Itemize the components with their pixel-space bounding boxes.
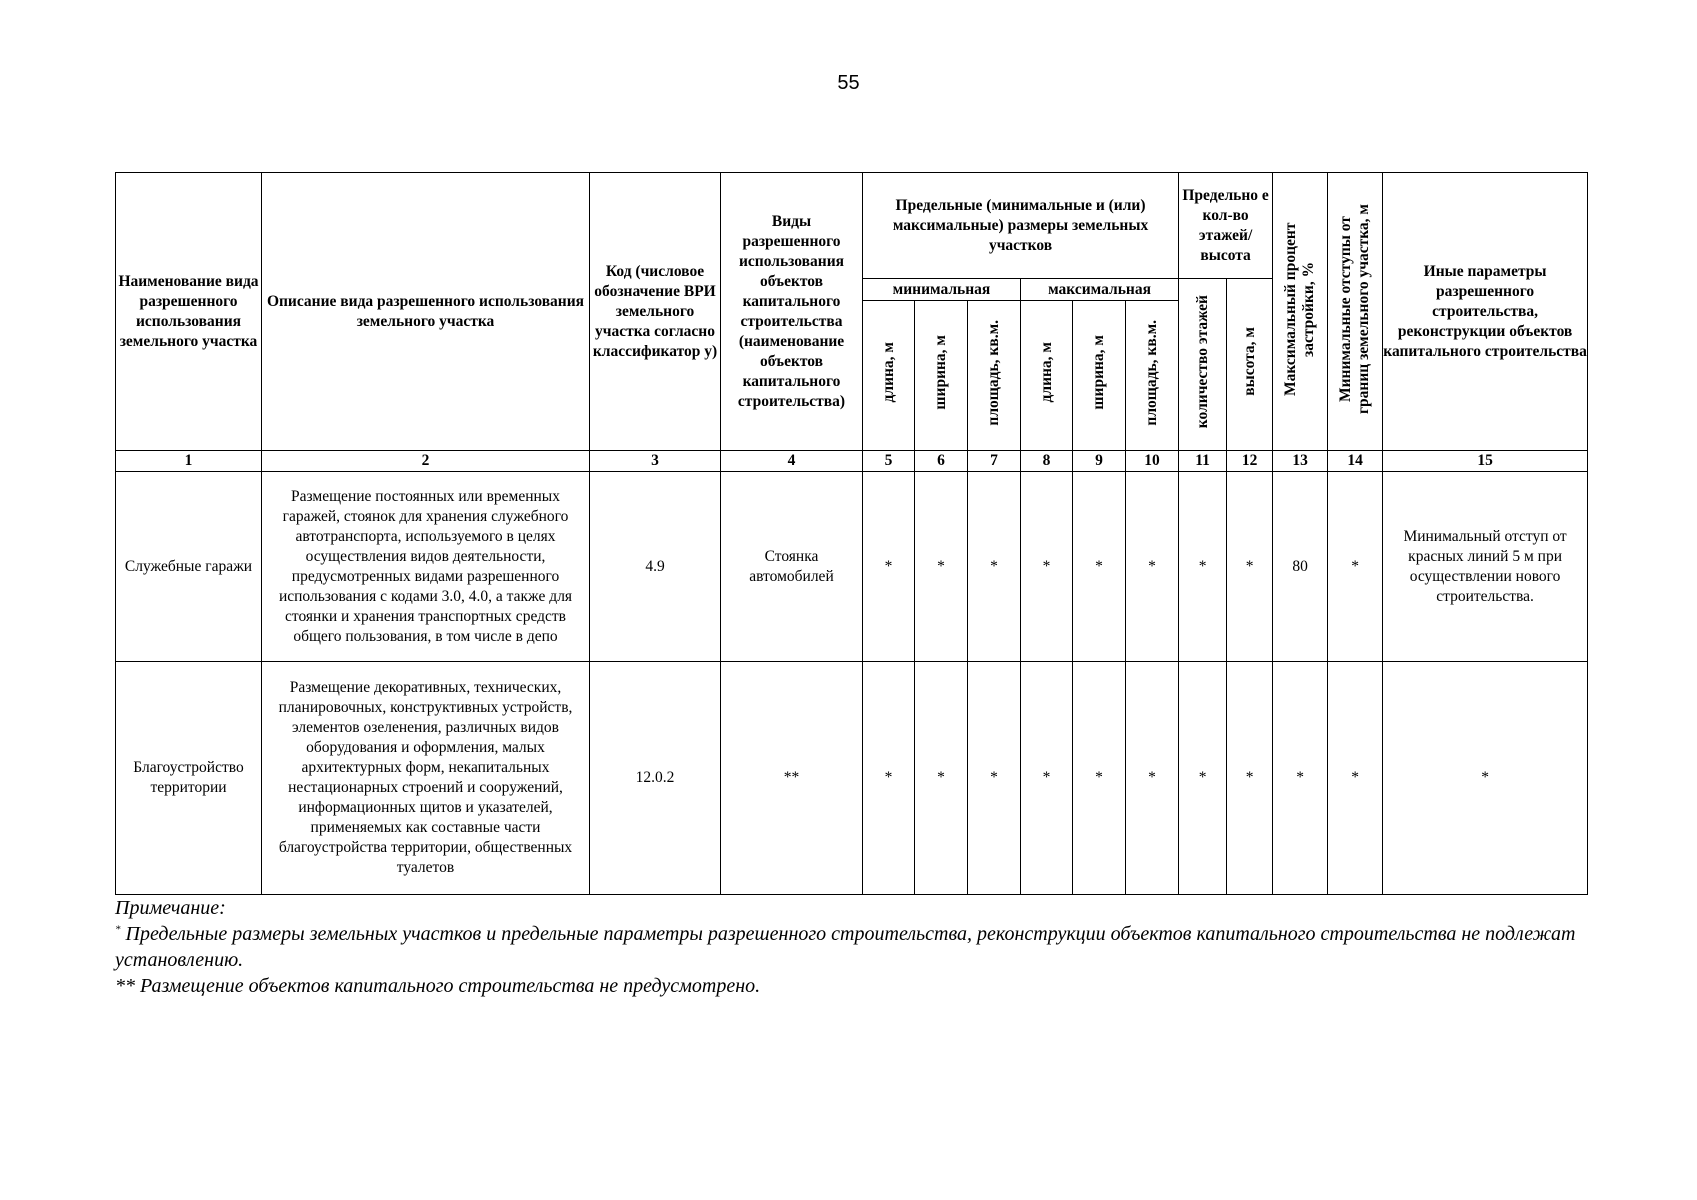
cell-coverage: 80 (1273, 472, 1328, 662)
header-max-width (1073, 301, 1126, 451)
cell-min-width: * (915, 662, 968, 895)
notes-title: Примечание: (115, 897, 226, 919)
header-group-max: максимальная (1021, 279, 1179, 301)
note-1-text: Предельные размеры земельных участков и предельные параметры разрешенного строительства, реконструкции объектов капитального строительства не подлежат установлению. (115, 923, 1576, 971)
cell-max-width: * (1073, 472, 1126, 662)
table-row (116, 472, 1588, 662)
cell-oks: ** (721, 662, 863, 895)
cell-coverage: * (1273, 662, 1328, 895)
header-col-coverage (1273, 173, 1328, 451)
header-col-height-label: высота, м (1240, 327, 1258, 396)
header-min-area (968, 301, 1021, 451)
cell-height: * (1227, 662, 1273, 895)
column-number: 10 (1126, 451, 1179, 472)
column-number: 1 (116, 451, 262, 472)
notes-section (115, 895, 1595, 999)
column-number: 9 (1073, 451, 1126, 472)
cell-description: Размещение постоянных или временных гаражей, стоянок для хранения служебного автотранспорта, используемого в целях осуществления видов деятельности, предусмотренных видами разрешенного использования с кодами 3.0, 4.0, а также для стоянки и хранения транспортных средств общего пользования, в том числе в депо (262, 472, 590, 662)
header-row-1 (116, 173, 1588, 279)
cell-height: * (1227, 472, 1273, 662)
column-number: 11 (1179, 451, 1227, 472)
column-number: 7 (968, 451, 1021, 472)
cell-name: Благоустройство территории (116, 662, 262, 895)
column-number: 8 (1021, 451, 1073, 472)
header-group-floors: Предельно е кол-во этажей/ высота (1179, 173, 1273, 279)
page-number: 55 (837, 72, 860, 94)
header-col-description: Описание вида разрешенного использования земельного участка (262, 173, 590, 451)
cell-code: 12.0.2 (590, 662, 721, 895)
header-group-min: минимальная (863, 279, 1021, 301)
cell-floors: * (1179, 472, 1227, 662)
header-min-area-label: площадь, кв.м. (985, 319, 1002, 426)
header-max-width-label: ширина, м (1090, 335, 1107, 410)
note-2: ** Размещение объектов капитального строительства не предусмотрено. (115, 975, 761, 997)
header-col-coverage-label: Максимальный процент застройки, % (1282, 221, 1318, 396)
cell-other: * (1383, 662, 1588, 895)
column-number: 14 (1328, 451, 1383, 472)
header-col-height (1227, 279, 1273, 451)
cell-max-area: * (1126, 472, 1179, 662)
header-col-floors-label: количество этажей (1193, 294, 1211, 429)
header-max-area-label: площадь, кв.м. (1143, 319, 1161, 426)
header-group-sizes: Предельные (минимальные и (или) максимальные) размеры земельных участков (863, 173, 1179, 279)
header-max-area (1126, 301, 1179, 451)
header-col-setback (1328, 173, 1383, 451)
header-min-length (863, 301, 915, 451)
header-col-name: Наименование вида разрешенного использования земельного участка (116, 173, 262, 451)
cell-min-area: * (968, 662, 1021, 895)
header-min-width (915, 301, 968, 451)
cell-min-area: * (968, 472, 1021, 662)
note-1 (115, 921, 1595, 973)
cell-max-length: * (1021, 472, 1073, 662)
column-number: 5 (863, 451, 915, 472)
header-col-code: Код (числовое обозначение ВРИ земельного участка согласно классификатор у) (590, 173, 721, 451)
column-number: 6 (915, 451, 968, 472)
cell-floors: * (1179, 662, 1227, 895)
column-number: 15 (1383, 451, 1588, 472)
header-col-setback-label: Минимальные отступы от границ земельного участка, м (1337, 203, 1373, 414)
cell-code: 4.9 (590, 472, 721, 662)
zoning-table (115, 172, 1588, 895)
cell-description: Размещение декоративных, технических, планировочных, конструктивных устройств, элементов озеленения, различных видов оборудования и оформления, малых архитектурных форм, некапитальных нестационарных строений и сооружений, информационных щитов и указателей, применяемых как составные части благоустройства территории, общественных туалетов (262, 662, 590, 895)
header-col-other: Иные параметры разрешенного строительства, реконструкции объектов капитального строительства (1383, 173, 1588, 451)
note-1-mark: * (115, 923, 121, 936)
cell-max-area: * (1126, 662, 1179, 895)
cell-other: Минимальный отступ от красных линий 5 м при осуществлении нового строительства. (1383, 472, 1588, 662)
header-col-oks: Виды разрешенного использования объектов капитального строительства (наименование объектов капитального строительства) (721, 173, 863, 451)
cell-setback: * (1328, 662, 1383, 895)
cell-min-length: * (863, 662, 915, 895)
column-number: 4 (721, 451, 863, 472)
column-number: 2 (262, 451, 590, 472)
column-number: 12 (1227, 451, 1273, 472)
cell-name: Служебные гаражи (116, 472, 262, 662)
cell-max-length: * (1021, 662, 1073, 895)
cell-min-width: * (915, 472, 968, 662)
header-col-floors (1179, 279, 1227, 451)
column-number: 13 (1273, 451, 1328, 472)
header-max-length-label: длина, м (1037, 342, 1055, 403)
header-min-length-label: длина, м (879, 342, 897, 403)
cell-min-length: * (863, 472, 915, 662)
header-max-length (1021, 301, 1073, 451)
cell-setback: * (1328, 472, 1383, 662)
header-min-width-label: ширина, м (932, 335, 949, 410)
cell-max-width: * (1073, 662, 1126, 895)
cell-oks: Стоянка автомобилей (721, 472, 863, 662)
table-row (116, 662, 1588, 895)
column-number-row (116, 451, 1588, 472)
column-number: 3 (590, 451, 721, 472)
